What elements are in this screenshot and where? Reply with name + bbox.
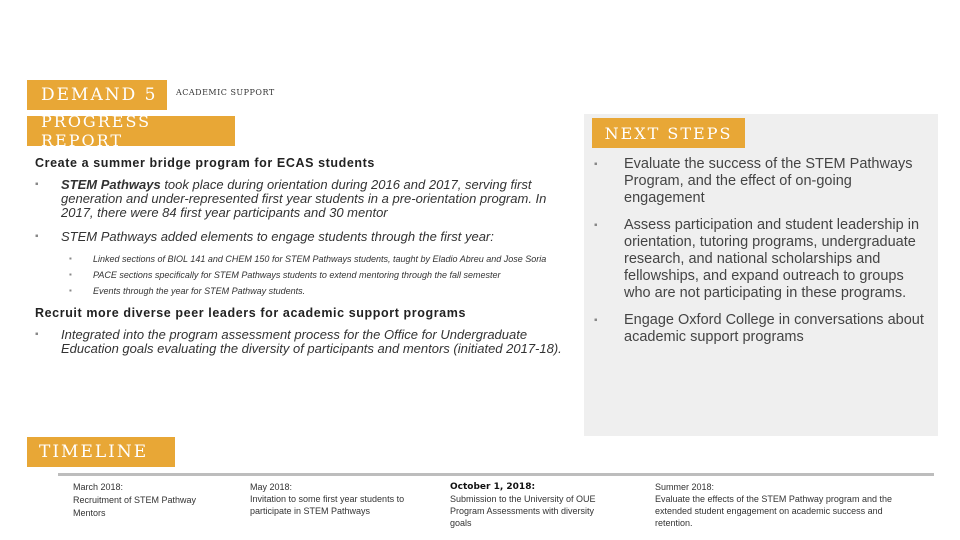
timeline-text: Submission to the University of OUE Program Assessments with diversity goals bbox=[450, 494, 596, 528]
bullet-icon: ▪ bbox=[69, 286, 72, 295]
timeline-date: May 2018: bbox=[250, 482, 293, 492]
timeline-date: Summer 2018: bbox=[655, 482, 715, 492]
bullet-icon: ▪ bbox=[35, 179, 39, 190]
bullet-icon: ▪ bbox=[594, 220, 598, 231]
timeline-entry bbox=[655, 481, 917, 529]
timeline-entry bbox=[250, 481, 430, 517]
list-item bbox=[594, 156, 924, 207]
progress-report-label: PROGRESS REPORT bbox=[27, 116, 235, 146]
next-step-text: Evaluate the success of the STEM Pathways Program, and the effect of on-going engagement bbox=[624, 156, 913, 206]
section-title-summer-bridge: Create a summer bridge program for ECAS students bbox=[35, 156, 375, 170]
section-title-peer-leaders: Recruit more diverse peer leaders for academic support programs bbox=[35, 306, 467, 320]
list-item bbox=[594, 217, 924, 302]
list-item bbox=[35, 230, 575, 244]
progress-content bbox=[35, 156, 575, 366]
timeline-label: TIMELINE bbox=[27, 437, 175, 467]
bullet-text: STEM Pathways added elements to engage students through the first year: bbox=[61, 229, 494, 244]
sub-bullet-text: Linked sections of BIOL 141 and CHEM 150 for STEM Pathways students, taught by Eladio Abreu and Jose Soria bbox=[93, 254, 547, 264]
list-item bbox=[594, 312, 924, 346]
timeline-text: Recruitment of STEM Pathway Mentors bbox=[73, 495, 197, 518]
sub-list-item bbox=[35, 254, 575, 264]
next-step-text: Engage Oxford College in conversations about academic support programs bbox=[624, 312, 924, 345]
demand-label: DEMAND 5 bbox=[27, 80, 167, 110]
bullet-icon: ▪ bbox=[69, 270, 72, 279]
sub-list-item bbox=[35, 286, 575, 296]
timeline-date: October 1, 2018: bbox=[450, 482, 536, 492]
bullet-icon: ▪ bbox=[69, 254, 72, 263]
bullet-icon: ▪ bbox=[35, 231, 39, 242]
timeline-text: Invitation to some first year students to participate in STEM Pathways bbox=[250, 494, 405, 516]
list-item bbox=[35, 328, 575, 356]
sub-bullet-text: PACE sections specifically for STEM Pathways students to extend mentoring through the fall semester bbox=[93, 270, 501, 280]
next-step-text: Assess participation and student leadership in orientation, tutoring programs, undergraduate research, and national scholarships and fellowships, and expand outreach to groups who are not participating in these programs. bbox=[624, 217, 920, 301]
next-steps-label: NEXT STEPS bbox=[592, 118, 745, 148]
next-steps-list bbox=[594, 156, 924, 356]
bullet-icon: ▪ bbox=[35, 329, 39, 340]
sub-list-item bbox=[35, 270, 575, 280]
bullet-text: took place during orientation during 2016 and 2017, serving first generation and under-represented first year students in a pre-orientation program. In 2017, there were 84 first year participants and 30 mentor bbox=[61, 177, 547, 220]
timeline-date: March 2018: bbox=[73, 482, 124, 492]
list-item bbox=[35, 178, 575, 220]
bullet-icon: ▪ bbox=[594, 315, 598, 326]
timeline-entry bbox=[450, 481, 615, 529]
bullet-icon: ▪ bbox=[594, 159, 598, 170]
bullet-bold-text: STEM Pathways bbox=[61, 177, 161, 192]
timeline-text: Evaluate the effects of the STEM Pathway program and the extended student engagement on academic success and retention. bbox=[655, 494, 892, 528]
bullet-text: Integrated into the program assessment process for the Office for Undergraduate Education goals evaluating the diversity of participants and mentors (initiated 2017-18). bbox=[61, 327, 562, 356]
demand-subtitle: ACADEMIC SUPPORT bbox=[176, 88, 275, 97]
timeline-entry bbox=[73, 481, 223, 520]
sub-bullet-text: Events through the year for STEM Pathway students. bbox=[93, 286, 306, 296]
timeline-line bbox=[58, 473, 934, 476]
